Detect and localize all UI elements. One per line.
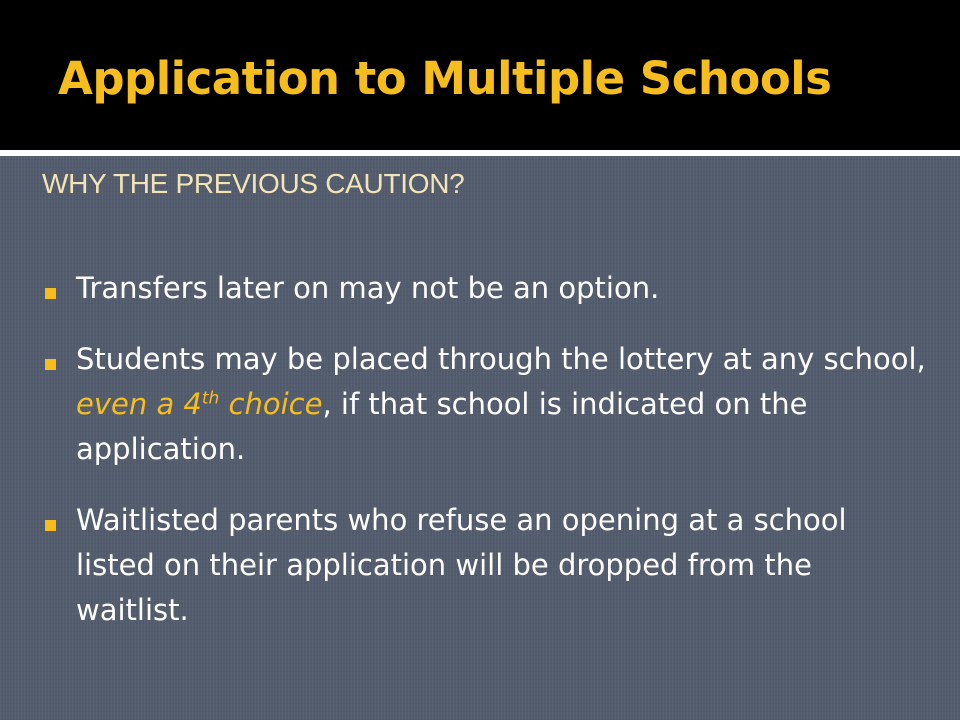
title-divider [0,150,960,156]
square-bullet-icon [45,520,56,531]
emphasis-text-tail: choice [219,387,323,421]
bullet-text-tail: , if that school is indicated on the application. [76,387,808,466]
bullet-item [42,266,932,311]
bullet-list [42,266,932,659]
slide-subtitle: WHY THE PREVIOUS CAUTION? [42,168,465,199]
bullet-text: Waitlisted parents who refuse an opening at a school listed on their application will be dropped from the waitlist. [76,503,847,627]
slide-title: Application to Multiple Schools [58,52,832,105]
title-bar [0,0,960,150]
bullet-item [42,337,932,472]
emphasis-text [76,387,322,421]
bullet-text: Transfers later on may not be an option. [76,271,660,305]
bullet-text: Students may be placed through the lottery at any school, [76,342,926,376]
ordinal-superscript: th [201,388,220,409]
bullet-item [42,498,932,633]
emphasis-text-main: even a 4 [76,387,202,421]
square-bullet-icon [45,288,56,299]
square-bullet-icon [45,359,56,370]
